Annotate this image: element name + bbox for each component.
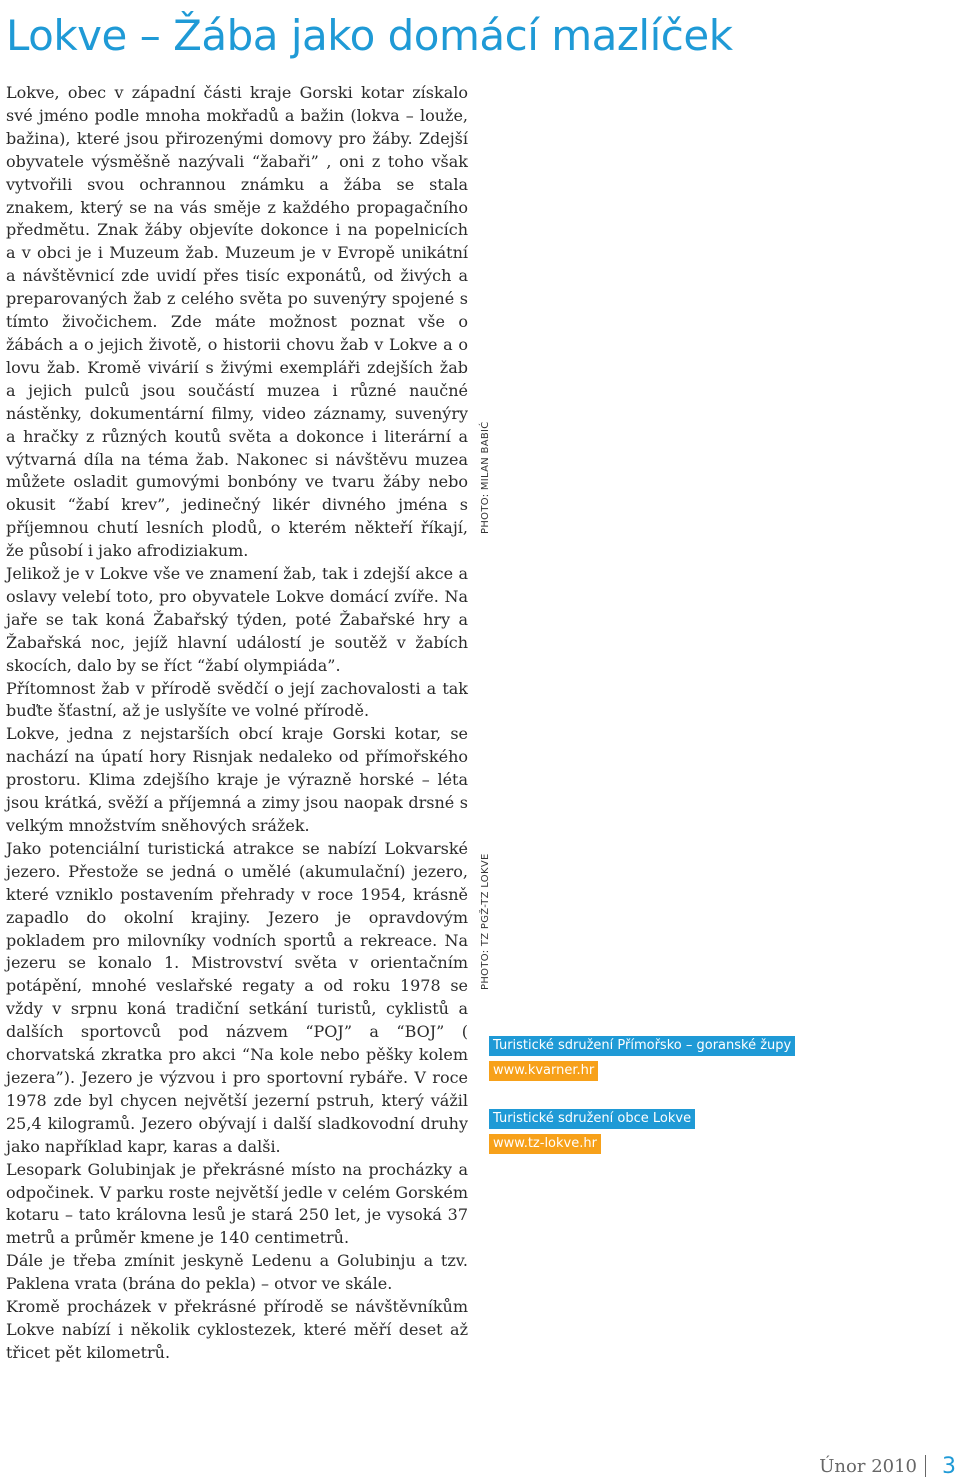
photo-credit: PHOTO: TZ PGŽ-TZ LOKVE [480, 853, 491, 990]
website-link[interactable]: www.tz-lokve.hr [489, 1134, 601, 1154]
article-paragraph: Jako potenciální turistická atrakce se nabízí Lokvarské jezero. Přestože se jedná o umělé (akumulační) jezero, které vzniklo postavením přehrady v roce 1954, krásně zapadlo do okolní krajiny. Jezero je opravdovým pokladem pro milovníky vodních sportů a rekreace. Na jezeru se konalo 1. Mistrovství světa v orientačním potápění, mnohé veslařské regaty a od roku 1978 se vždy v srpnu koná tradiční setkání turistů, cyklistů a dalších sportovců pod názvem “POJ” a “BOJ” ( chorvatská zkratka pro akci “Na kole nebo pěšky kolem jezera”). Jezero je výzvou i pro sportovní rybáře. V roce 1978 zde byl chycen největší jezerní pstruh, který vážil 25,4 kilogramů. Jezero obývají i další sladkovodní druhy jako například kapr, karas a dalši. [6, 838, 468, 1156]
footer-divider [925, 1455, 926, 1477]
article-paragraph: Přítomnost žab v přírodě svědčí o její zachovalosti a tak buďte šťastní, až je uslyšíte ve volné přírodě. [6, 678, 468, 721]
article-paragraph: Dále je třeba zmínit jeskyně Ledenu a Golubinju a tzv. Paklena vrata (brána do pekla) – otvor ve skále. [6, 1251, 468, 1294]
website-link[interactable]: www.kvarner.hr [489, 1061, 598, 1081]
photo-credit: PHOTO: MILAN BABIĆ [480, 421, 491, 534]
article-paragraph: Kromě procházek v překrásné přírodě se návštěvníkům Lokve nabízí i několik cyklostezek, které měří deset až třicet pět kilometrů. [6, 1297, 468, 1362]
issue-date: Únor 2010 [819, 1455, 917, 1477]
page-number: 3 [942, 1453, 956, 1479]
org-label: Turistické sdružení Přímořsko – goranské župy [489, 1036, 795, 1056]
page-title: Lokve – Žába jako domácí mazlíček [6, 11, 733, 60]
article-body [6, 82, 468, 1365]
org-label: Turistické sdružení obce Lokve [489, 1109, 695, 1129]
link-block-kvarner [489, 1036, 795, 1081]
article-paragraph: Lesopark Golubinjak je překrásné místo na procházky a odpočinek. V parku roste největší jedle v celém Gorském kotaru – tato královna lesů je stará 250 let, je vysoká 37 metrů a průměr kmene je 140 centimetrů. [6, 1159, 468, 1248]
article-paragraph: Lokve, jedna z nejstarších obcí kraje Gorski kotar, se nachází na úpatí hory Risnjak nedaleko od přímořského prostoru. Klima zdejšího kraje je výrazně horské – léta jsou krátká, svěží a příjemná a zimy jsou naopak drsné s velkým množstvím sněhových srážek. [6, 724, 468, 835]
page-footer [819, 1452, 956, 1480]
article-paragraph: Jelikož je v Lokve vše ve znamení žab, tak i zdejší akce a oslavy velebí toto, pro obyvatele Lokve domácí zvíře. Na jaře se tak koná Žabařský týden, poté Žabařské hry a Žabařská noc, jejíž hlavní událostí je soutěž v žabích skocích, dalo by se říct “žabí olympiáda”. [6, 564, 468, 675]
article-paragraph: Lokve, obec v západní části kraje Gorski kotar získalo své jméno podle mnoha mokřadů a bažin (lokva – louže, bažina), které jsou přirozenými domovy pro žáby. Zdejší obyvatele výsměšně nazývali “žabaři” , oni z toho však vytvořili svou ochrannou známku a žába se stala znakem, který se na vás směje z každého propagačního předmětu. Znak žáby objevíte dokonce i na popelnicích a v obci je i Muzeum žab. Muzeum je v Evropě unikátní a návštěvnicí zde uvidí přes tisíc exponátů, od živých a preparovaných žab z celého světa po suvenýry spojené s tímto živočichem. Zde máte možnost poznat vše o žábách a o jejich životě, o historii chovu žab v Lokve a o lovu žab. Kromě vivárií s živými exempláři zdejších žab a jejich pulců jsou součástí muzea i různé naučné nástěnky, dokumentární filmy, video záznamy, suvenýry a hračky z různých koutů světa a dokonce i literární a výtvarná díla na téma žab. Nakonec si návštěvu muzea můžete osladit gumovými bonbóny ve tvaru žáby nebo okusit “žabí krev”, jedinečný likér divného jména s příjemnou chutí lesních plodů, o kterém někteří říkají, že působí i jako afrodiziakum. [6, 83, 468, 561]
link-block-lokve [489, 1109, 695, 1154]
